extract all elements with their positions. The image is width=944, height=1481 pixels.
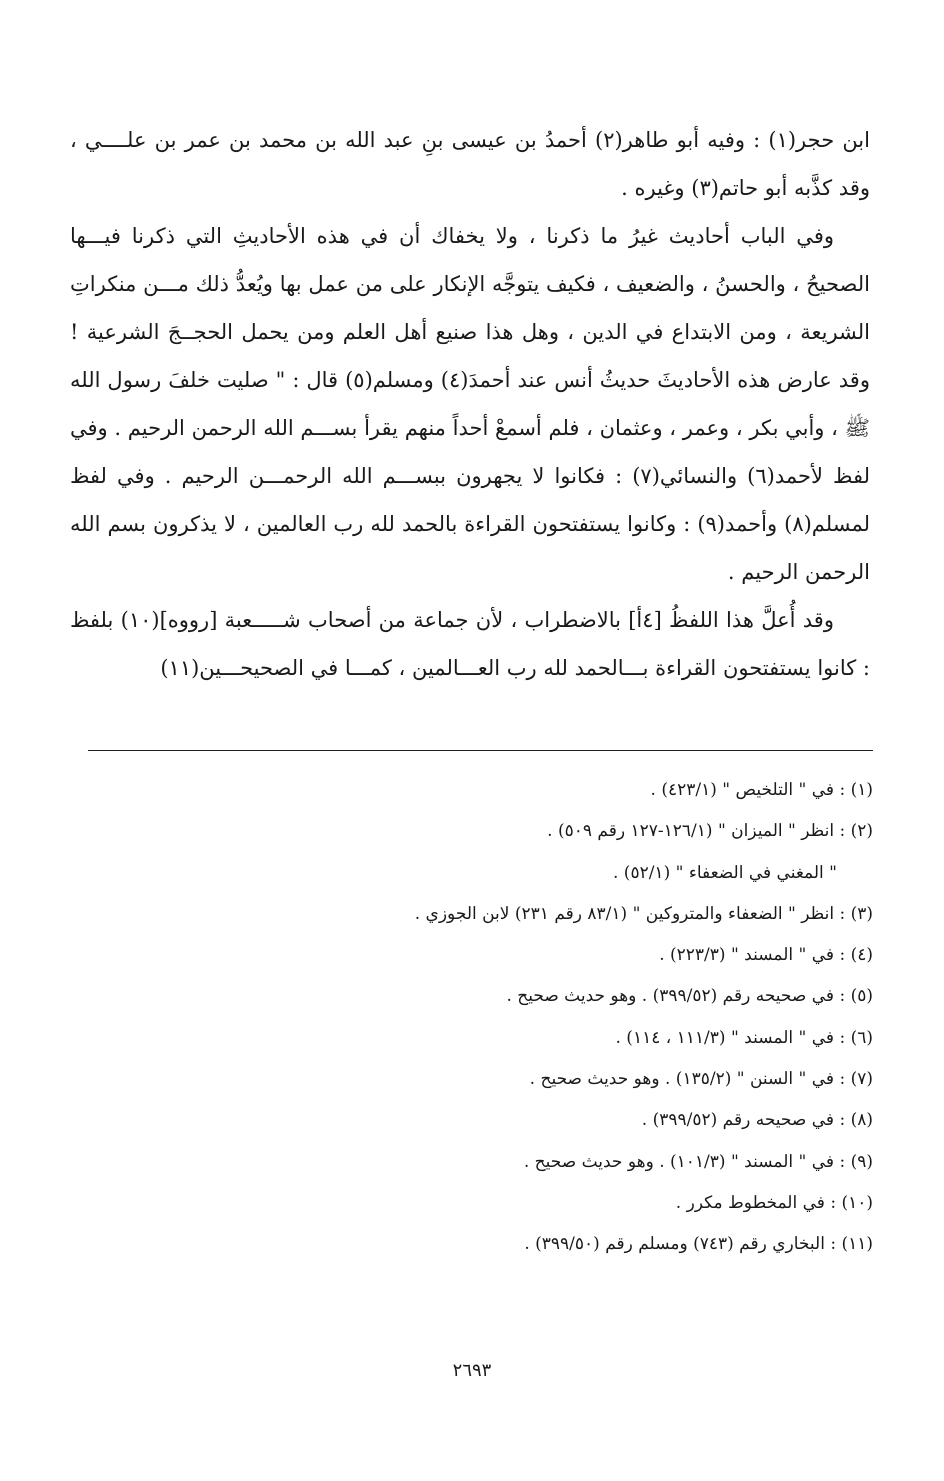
footnote: (٧) : في " السنن " (١٣٥/٢) . وهو حديث صحيح . <box>529 1069 873 1090</box>
footnote: (٥) : في صحيحه رقم (٣٩٩/٥٢) . وهو حديث صحيح . <box>506 986 873 1007</box>
footnote: (١٠) : في المخطوط مكرر . <box>675 1192 873 1213</box>
footnote: (١) : في " التلخيص " (٤٢٣/١) . <box>650 780 873 800</box>
paragraph: ابن حجر(١) : وفيه أبو طاهر(٢) أحمدُ بن عيسى بنِ عبد الله بن محمد بن عمر بن علــــي ، وقد كذَّبه أبو حاتم(٣) وغيره . <box>70 128 870 200</box>
footnote: (٣) : انظر " الضعفاء والمتروكين " (٨٣/١ رقم ٢٣١) لابن الجوزي . <box>414 903 873 924</box>
page-number: ٢٦٩٣ <box>452 1360 492 1381</box>
paragraph: وفي الباب أحاديث غيرُ ما ذكرنا ، ولا يخفاك أن في هذه الأحاديثِ التي ذكرنا فيـــها الصحيحُ ، والحسنُ ، والضعيف ، فكيف يتوجَّه الإنكار على من عمل بها ويُعدُّ ذلك مـــن منكراتِ الشريعة ، ومن الابتداع في الدين ، وهل هذا صنيع أهل العلم ومن يحمل الحجــجَ الشرعية ! وقد عارض هذه الأحاديثَ حديثُ أنس عند أحمدَ(٤) ومسلم(٥) قال : " صليت خلفَ رسول الله ﷺ ، وأبي بكر ، وعمر ، وعثمان ، فلم أسمعْ أحداً منهم يقرأ بســـم الله الرحمن الرحيم . وفي لفظ لأحمد(٦) والنسائي(٧) : فكانوا لا يجهرون ببســـم الله الرحمـــن الرحيم . وفي لفظ لمسلم(٨) وأحمد(٩) : وكانوا يستفتحون القراءة بالحمد لله رب العالمين ، لا يذكرون بسم الله الرحمن الرحيم . <box>70 224 870 584</box>
footnote-separator <box>88 750 873 751</box>
paragraph: وقد أُعلَّ هذا اللفظُ [٤أ] بالاضطراب ، لأن جماعة من أصحاب شـــــعبة [رووه](١٠) بلفظ : كانوا يستفتحون القراءة بـــالحمد لله رب العـــالمين ، كمـــا في الصحيحـــين(١١) <box>70 608 870 680</box>
footnotes <box>88 770 873 1266</box>
footnote: (٢) : انظر " الميزان " (١٢٦/١-١٢٧ رقم ٥٠٩) . <box>547 821 873 842</box>
footnote: (٨) : في صحيحه رقم (٣٩٩/٥٢) . <box>641 1110 873 1131</box>
footnote: (١١) : البخاري رقم (٧٤٣) ومسلم رقم (٣٩٩/٥٠) . <box>524 1234 873 1255</box>
main-text <box>70 116 870 692</box>
footnote: (٩) : في " المسند " (١٠١/٣) . وهو حديث صحيح . <box>523 1151 873 1172</box>
footnote-continuation: " المغني في الضعفاء " (٥٢/١) . <box>612 862 837 883</box>
footnote: (٦) : في " المسند " (١١١/٣ ، ١١٤) . <box>615 1027 873 1048</box>
footnote: (٤) : في " المسند " (٢٢٣/٣) . <box>659 945 873 966</box>
